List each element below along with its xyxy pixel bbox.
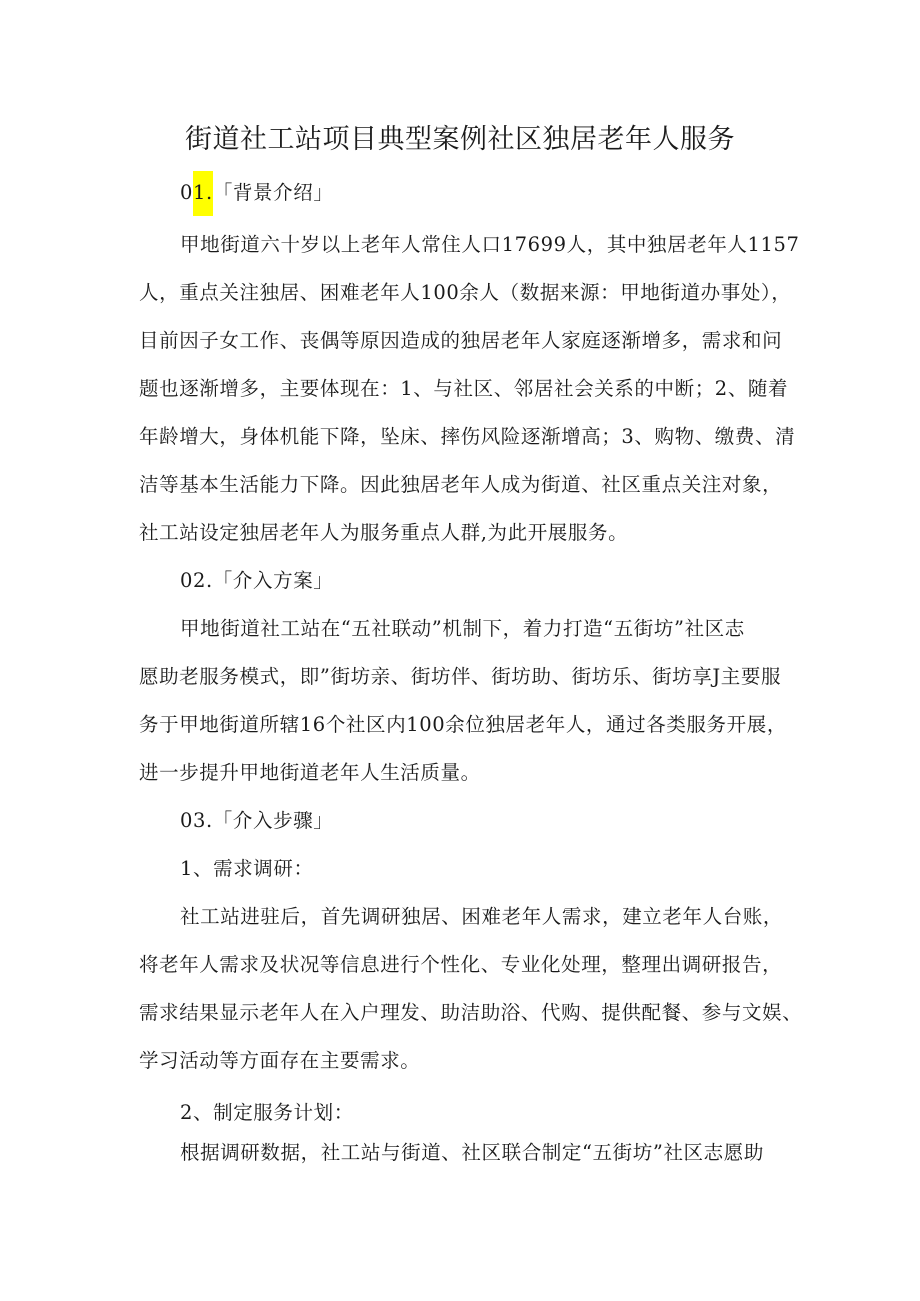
- paragraph-line: 洁等基本生活能力下降。因此独居老年人成为街道、社区重点关注对象，: [139, 473, 783, 496]
- paragraph-line: 目前因子女工作、丧偶等原因造成的独居老年人家庭逐渐增多，需求和问: [139, 329, 783, 352]
- paragraph-line: 人，重点关注独居、困难老年人100余人（数据来源：甲地街道办事处），: [139, 281, 792, 304]
- step-1-heading: 1、需求调研：: [180, 857, 314, 880]
- paragraph-line: 社工站设定独居老年人为服务重点人群,为此开展服务。: [139, 521, 629, 544]
- paragraph-line: 学习活动等方面存在主要需求。: [139, 1049, 421, 1072]
- paragraph-line: 根据调研数据，社工站与街道、社区联合制定“五街坊”社区志愿助: [180, 1141, 764, 1164]
- paragraph-line: 甲地街道六十岁以上老年人常住人口17699人，其中独居老年人1157: [180, 233, 800, 256]
- section-1-number-prefix: 0: [180, 181, 194, 204]
- paragraph-line: 将老年人需求及状况等信息进行个性化、专业化处理，整理出调研报告，: [139, 953, 783, 976]
- paragraph-line: 社工站进驻后，首先调研独居、困难老年人需求，建立老年人台账，: [180, 905, 784, 928]
- paragraph-line: 甲地街道社工站在“五社联动”机制下，着力打造“五街坊”社区志: [180, 617, 745, 640]
- paragraph-line: 年龄增大，身体机能下降，坠床、摔伤风险逐渐增高；3、购物、缴费、清: [139, 425, 796, 448]
- paragraph-line: 进一步提升甲地街道老年人生活质量。: [139, 761, 481, 784]
- paragraph-line: 愿助老服务模式，即”街坊亲、街坊伴、街坊助、街坊乐、街坊享J主要服: [139, 665, 782, 688]
- step-2-heading: 2、制定服务计划：: [180, 1101, 354, 1124]
- section-1-label: 「背景介绍」: [212, 181, 334, 204]
- section-2-heading: 02.「介入方案」: [180, 569, 334, 592]
- section-1-heading: [180, 177, 333, 205]
- paragraph-line: 需求结果显示老年人在入户理发、助洁助浴、代购、提供配餐、参与文娱、: [139, 1001, 803, 1024]
- section-3-heading: 03.「介入步骤」: [180, 809, 334, 832]
- document-title: 街道社工站项目典型案例社区独居老年人服务: [185, 124, 735, 155]
- paragraph-line: 务于甲地街道所辖16个社区内100余位独居老年人，通过各类服务开展，: [139, 713, 787, 736]
- section-1-number-highlight: 1.: [193, 171, 213, 216]
- paragraph-line: 题也逐渐增多，主要体现在：1、与社区、邻居社会关系的中断；2、随着: [139, 377, 789, 400]
